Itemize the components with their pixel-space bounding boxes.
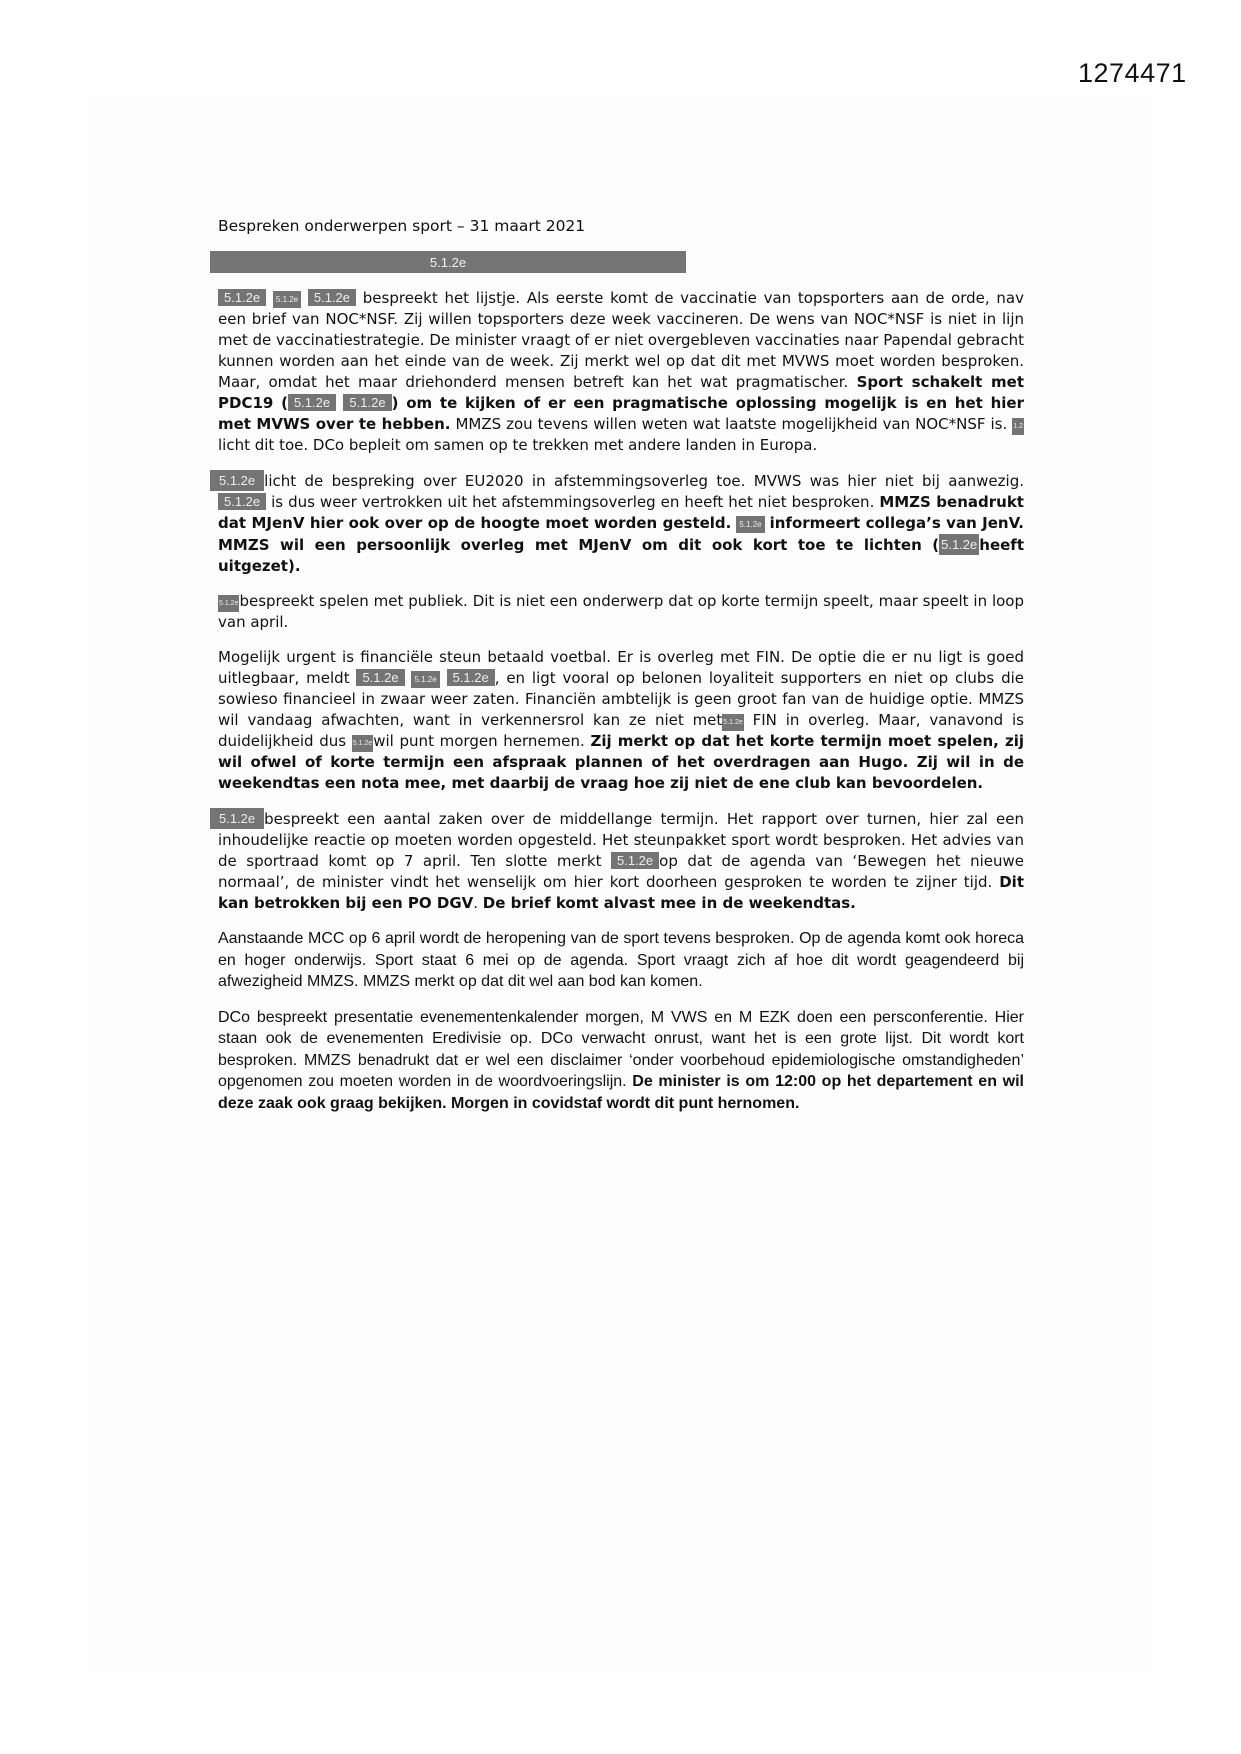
redaction-box: 5.1.2e xyxy=(210,470,264,491)
bold-text: heeft uitgezet). xyxy=(218,536,1024,575)
text: , en ligt vooral op belonen loyaliteit supporters en niet op clubs die sowieso financieel in zwaar weer zaten. Financiën ambtelijk is geen groot fan van de huidige optie. MMZS wil vandaag afwachten, want in verkennersrol kan ze niet met xyxy=(218,669,1024,729)
redaction-box: 5.1.2e xyxy=(210,808,264,829)
text: wil punt morgen hernemen. xyxy=(373,732,585,750)
text: FIN in overleg. Maar, vanavond is duidelijkheid dus xyxy=(218,711,1024,750)
document-id: 1274471 xyxy=(1078,58,1187,88)
bold-text: Sport schakelt met PDC19 ( xyxy=(218,373,1024,412)
redaction-box: 5.1.2e xyxy=(447,669,495,686)
redaction-box: 5.1.2e xyxy=(218,595,239,612)
text: Aanstaande MCC op 6 april wordt de heropening van de sport tevens besproken. Op de agenda komt ook horeca en hoger onderwijs. Sport staat 6 mei op de agenda. Sport vraagt zich af hoe dit wordt geagendeerd bij afwezigheid MMZS. MMZS merkt op dat dit wel aan bod kan komen. xyxy=(218,930,1024,990)
paragraph-publiek xyxy=(218,591,1024,633)
redaction-box: 5.1.2e xyxy=(939,534,979,555)
redaction-box: 5.1.2e xyxy=(218,493,266,510)
text: DCo bespreekt presentatie evenementenkalender morgen, M VWS en M EZK doen een persconferentie. Hier staan ook de evenementen Eredivisie op. DCo verwacht onrust, want het is een grote lijst. Dit wordt kort besproken. MMZS benadrukt dat er wel een disclaimer ‘onder voorbehoud epidemiologische omstandigheden’ opgenomen zou moeten worden in de woordvoeringslijn. xyxy=(218,1008,1024,1090)
text: op dat de agenda van ‘Bewegen het nieuwe normaal’, de minister vindt het wenselijk om hier kort doorheen gesproken te worden te zijner tijd. xyxy=(218,852,1024,891)
bold-text: Zij merkt op dat het korte termijn moet spelen, zij wil ofwel of korte termijn een afspraak plannen of het overdragen aan Hugo. Zij wil in de weekendtas een nota mee, met daarbij de vraag hoe zij niet de ene club kan bevoordelen. xyxy=(218,732,1024,792)
redaction-box: 5.1.2e xyxy=(611,852,659,869)
text: Mogelijk urgent is financiële steun betaald voetbal. Er is overleg met FIN. De optie die er nu ligt is goed uitlegbaar, meldt xyxy=(218,648,1024,687)
paragraph-vaccination xyxy=(218,288,1024,456)
redaction-box: 5.1.2e xyxy=(288,394,336,411)
text: is dus weer vertrokken uit het afstemmingsoverleg en heeft het niet besproken. xyxy=(271,493,875,511)
paragraph-voetbal xyxy=(218,647,1024,794)
text: bespreekt het lijstje. Als eerste komt de vaccinatie van topsporters aan de orde, nav een brief van NOC*NSF. Zij willen topsporters deze week vaccineren. De wens van NOC*NSF is niet in lijn met de vaccinatiestrategie. De minister vraagt of er niet overgebleven vaccinaties naar Papendal gebracht kunnen worden aan het einde van de week. Zij merkt wel op dat dit met MVWS moet worden besproken. Maar, omdat het maar driehonderd mensen betreft kan het wat pragmatischer. xyxy=(218,289,1024,391)
redaction-box: 5.1.2e xyxy=(722,714,743,731)
paragraph-evenementenkalender xyxy=(218,1007,1024,1115)
redaction-box: 5.1.2e xyxy=(411,671,439,688)
redaction-bar: 5.1.2e xyxy=(210,251,686,273)
bold-text: ) om te kijken of er een pragmatische oplossing mogelijk is en het hier met MVWS over te hebben. xyxy=(218,394,1024,433)
redaction-box: 5.1.2e xyxy=(308,289,356,306)
bold-text: MMZS benadrukt dat MJenV hier ook over op de hoogte moet worden gesteld. xyxy=(218,493,1024,532)
text: MMZS zou tevens willen weten wat laatste mogelijkheid van NOC*NSF is. xyxy=(455,415,1008,433)
text: . xyxy=(473,894,479,912)
bold-text: De minister is om 12:00 op het departement en wil deze zaak ook graag bekijken. Morgen in covidstaf wordt dit punt hernomen. xyxy=(218,1073,1024,1112)
redaction-box: 1.2 xyxy=(1012,418,1024,435)
redaction-box: 5.1.2e xyxy=(343,394,391,411)
document-body xyxy=(218,288,1024,1128)
redaction-box: 5.1.2e xyxy=(356,669,404,686)
text: licht dit toe. DCo bepleit om samen op te trekken met andere landen in Europa. xyxy=(218,436,818,454)
text: bespreekt een aantal zaken over de middellange termijn. Het rapport over turnen, hier zal een inhoudelijke reactie op moeten worden opgesteld. Het steunpakket sport wordt besproken. Het advies van de sportraad komt op 7 april. Ten slotte merkt xyxy=(218,810,1024,870)
bold-text: informeert collega’s van JenV. MMZS wil een persoonlijk overleg met MJenV om dit ook kort toe te lichten ( xyxy=(218,514,1024,554)
bold-text: Dit kan betrokken bij een PO DGV xyxy=(218,873,1024,912)
redaction-box: 5.1.2e xyxy=(352,735,373,752)
redaction-box: 5.1.2e xyxy=(273,291,301,308)
page-title: Bespreken onderwerpen sport – 31 maart 2021 xyxy=(218,217,586,235)
redaction-box: 5.1.2e xyxy=(736,516,764,533)
bold-text: De brief komt alvast mee in de weekendtas. xyxy=(482,894,856,912)
redaction-box: 5.1.2e xyxy=(218,289,266,306)
text: licht de bespreking over EU2020 in afstemmingsoverleg toe. MVWS was hier niet bij aanwezig. xyxy=(264,472,1024,490)
paragraph-middellange-termijn xyxy=(218,808,1024,914)
text: bespreekt spelen met publiek. Dit is niet een onderwerp dat op korte termijn speelt, maar speelt in loop van april. xyxy=(218,592,1024,631)
paragraph-eu2020 xyxy=(218,470,1024,577)
paragraph-mcc xyxy=(218,928,1024,993)
